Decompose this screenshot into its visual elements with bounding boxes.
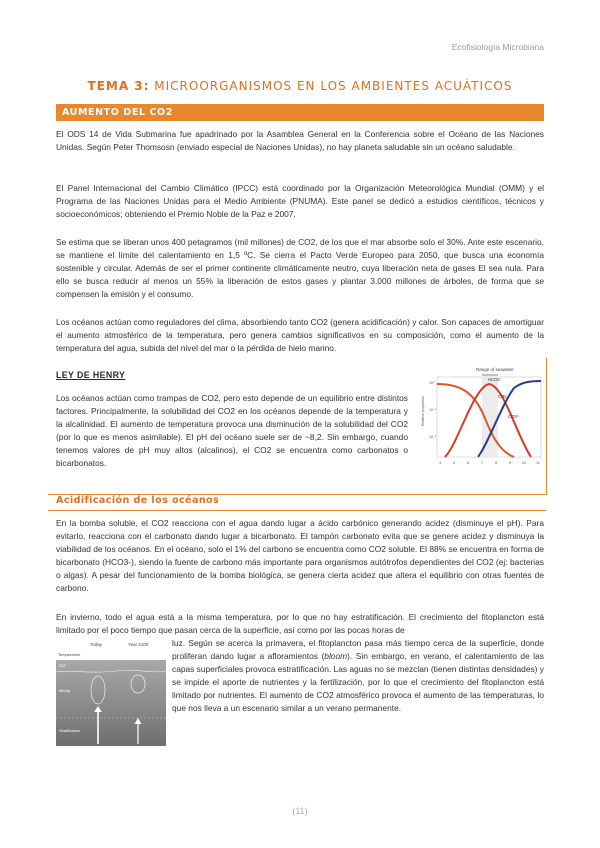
- paragraph-oceans-climate: Los océanos actúan como reguladores del clima, absorbiendo tanto CO2 (genera acidificación) y calor. Son capaces de amortiguar el aumento atmosférico de la temperatura, pero genera cambios significativos en su composición, como el aumento de la temperatura del agua, subida del nivel del mar o la pérdida de hielo marino.: [56, 317, 544, 354]
- label-hco3: HCO3⁻: [488, 377, 502, 382]
- paragraph-ipcc: El Panel Internacional del Cambio Climático (IPCC) está coordinado por la Organización Meteorológica Mundial (OMM) y el Programa de las Naciones Unidas para el Medio Ambiente (PNUMA). Este panel se dedicó a estudios científicos, técnicos y socioeconómicos; obteniendo el Premio Noble de la Paz e 2007.: [56, 183, 544, 220]
- label-stratification: Stratification: [59, 729, 80, 733]
- label-temperature: Temperature: [58, 652, 81, 657]
- acidification-underline: [48, 510, 546, 511]
- henry-heading: LEY DE HENRY: [56, 370, 126, 380]
- paragraph-stratification-side: [172, 637, 544, 716]
- chart-ylabel: Relative proportion: [421, 395, 425, 426]
- xtick-5: 5: [452, 461, 456, 465]
- xtick-10: 10: [521, 461, 527, 465]
- label-today: Today: [90, 642, 103, 647]
- stratification-text-b: ). Sin embargo, en verano, el calentamiento de las capas superficiales provoca estratificación. Las aguas no se mezclan (tienen distintas densidades) y se impide el aporte de nutrientes y la fertilización, por lo que el crecimiento del fitoplancton está limitado por nutrientes. El aumento de CO2 atmosférico provoca el aumento de las temperaturas, lo que nos lleva a un escenario similar a un verano permanente.: [172, 651, 544, 714]
- paragraph-ods14: El ODS 14 de Vida Submarina fue apadrinado por la Asamblea General en la Conferencia sobre el Océano de las Naciones Unidas. Según Peter Thomsosn (enviado especial de Naciones Unidas), no hay planeta saludable sin un océano saludable.: [56, 129, 544, 153]
- section-heading-co2: AUMENTO DEL CO2: [56, 104, 544, 121]
- ocean-body: [56, 660, 166, 746]
- paragraph-emissions: Se estima que se liberan unos 400 petagramos (mil millones) de CO2, de los que el mar absorbe solo el 30%. Ante este escenario, se mantiene el límite del calentamiento en 1,5 ºC. Se cierra el Pacto Verde Europeo para 2050, que busca una economía sostenible y circular. Además de ser el primer continente climáticamente neutro, cuya liberación neta de gases El sea nula. Para ello se busca reducir al menos un 55% la liberación de estos gases y plantar 3.000 millones de árboles, de forma que se compensen la emisión y el consumo.: [56, 237, 544, 300]
- page-title: [0, 79, 600, 93]
- ytick-1: 10⁻¹: [429, 408, 437, 412]
- title-part-1: TEMA 3:: [87, 79, 150, 93]
- course-name: Ecofisiología Microbiana: [451, 42, 544, 52]
- label-mixing: Mixing: [59, 689, 70, 693]
- page-number: (11): [292, 806, 308, 816]
- chart-xticks: [439, 461, 540, 465]
- paragraph-henry: Los océanos actúan como trampas de CO2, pero esto depende de un equilibrio entre distintos factores. Principalmente, la solubilidad del CO2 en los océanos depende de la temperatura y la alcalinidad. El aumento de temperatura provoca una disminución de la solubilidad del CO2 (por lo que es menos asimilable). El pH del océano suele ser de ~8,2. Sin embargo, cuando tenemos valores de pH muy altos (alcalinos), el CO2 se encuentra como carbonatos o bicarbonatos.: [56, 393, 408, 469]
- section-heading-acidification: Acidificación de los océanos: [56, 495, 220, 506]
- xtick-11: 11: [536, 461, 540, 465]
- chart-range-label: Range of seawater: [476, 367, 514, 372]
- stratification-text-a: luz. Según se acerca la primavera, el fitoplancton pasa más tiempo cerca de la superficie, donde proliferan dando lugar a afloramientos (: [172, 638, 544, 662]
- xtick-9: 9: [508, 461, 512, 465]
- carbonate-speciation-chart: [418, 364, 546, 472]
- xtick-8: 8: [494, 461, 498, 465]
- label-co3: CO3²⁻: [508, 414, 521, 419]
- stratification-diagram: [56, 640, 166, 746]
- henry-box-side: [546, 358, 547, 495]
- paragraph-stratification-top: En invierno, todo el agua está a la misma temperatura, por lo que no hay estratificación. El crecimiento del fitoplancton está limitado por el poco tiempo que pasan cerca de la superficie, así como por las pocas horas de: [56, 612, 544, 636]
- ytick-0: 10⁰: [429, 381, 435, 385]
- paragraph-carbonate-pump: En la bomba soluble, el CO2 reacciona con el agua dando lugar a ácido carbónico generando acidez (disminuye el pH). Para evitarlo, reacciona con el carbonato dando lugar a bicarbonato. El tampón carbonato evita que se genere acidez y disminuya la viabilidad de los océanos. En el océano, solo el 1% del carbono se encuentra como CO2 soluble. El 88% se encuentra en forma de bicarbonato (HCO3-), siendo la fuente de carbono más importante para organismos autótrofos dependientes del CO2 (ej: bacterias o algas). A pesar del funcionamiento de la bomba biológica, se genera cierta acidez que altera el equilibrio con otras fuentes de carbono.: [56, 518, 544, 594]
- title-part-2: MICROORGANISMOS EN LOS AMBIENTES ACUÁTICOS: [149, 79, 513, 93]
- xtick-6: 6: [466, 461, 470, 465]
- label-sst: SST: [59, 664, 66, 668]
- ytick-2: 10⁻²: [429, 435, 437, 439]
- label-co2: CO2: [498, 394, 507, 399]
- bloom-term: bloom: [324, 651, 348, 662]
- xtick-4: 4: [438, 461, 442, 465]
- label-year-2100: Year 2100: [128, 642, 149, 647]
- xtick-7: 7: [480, 461, 484, 465]
